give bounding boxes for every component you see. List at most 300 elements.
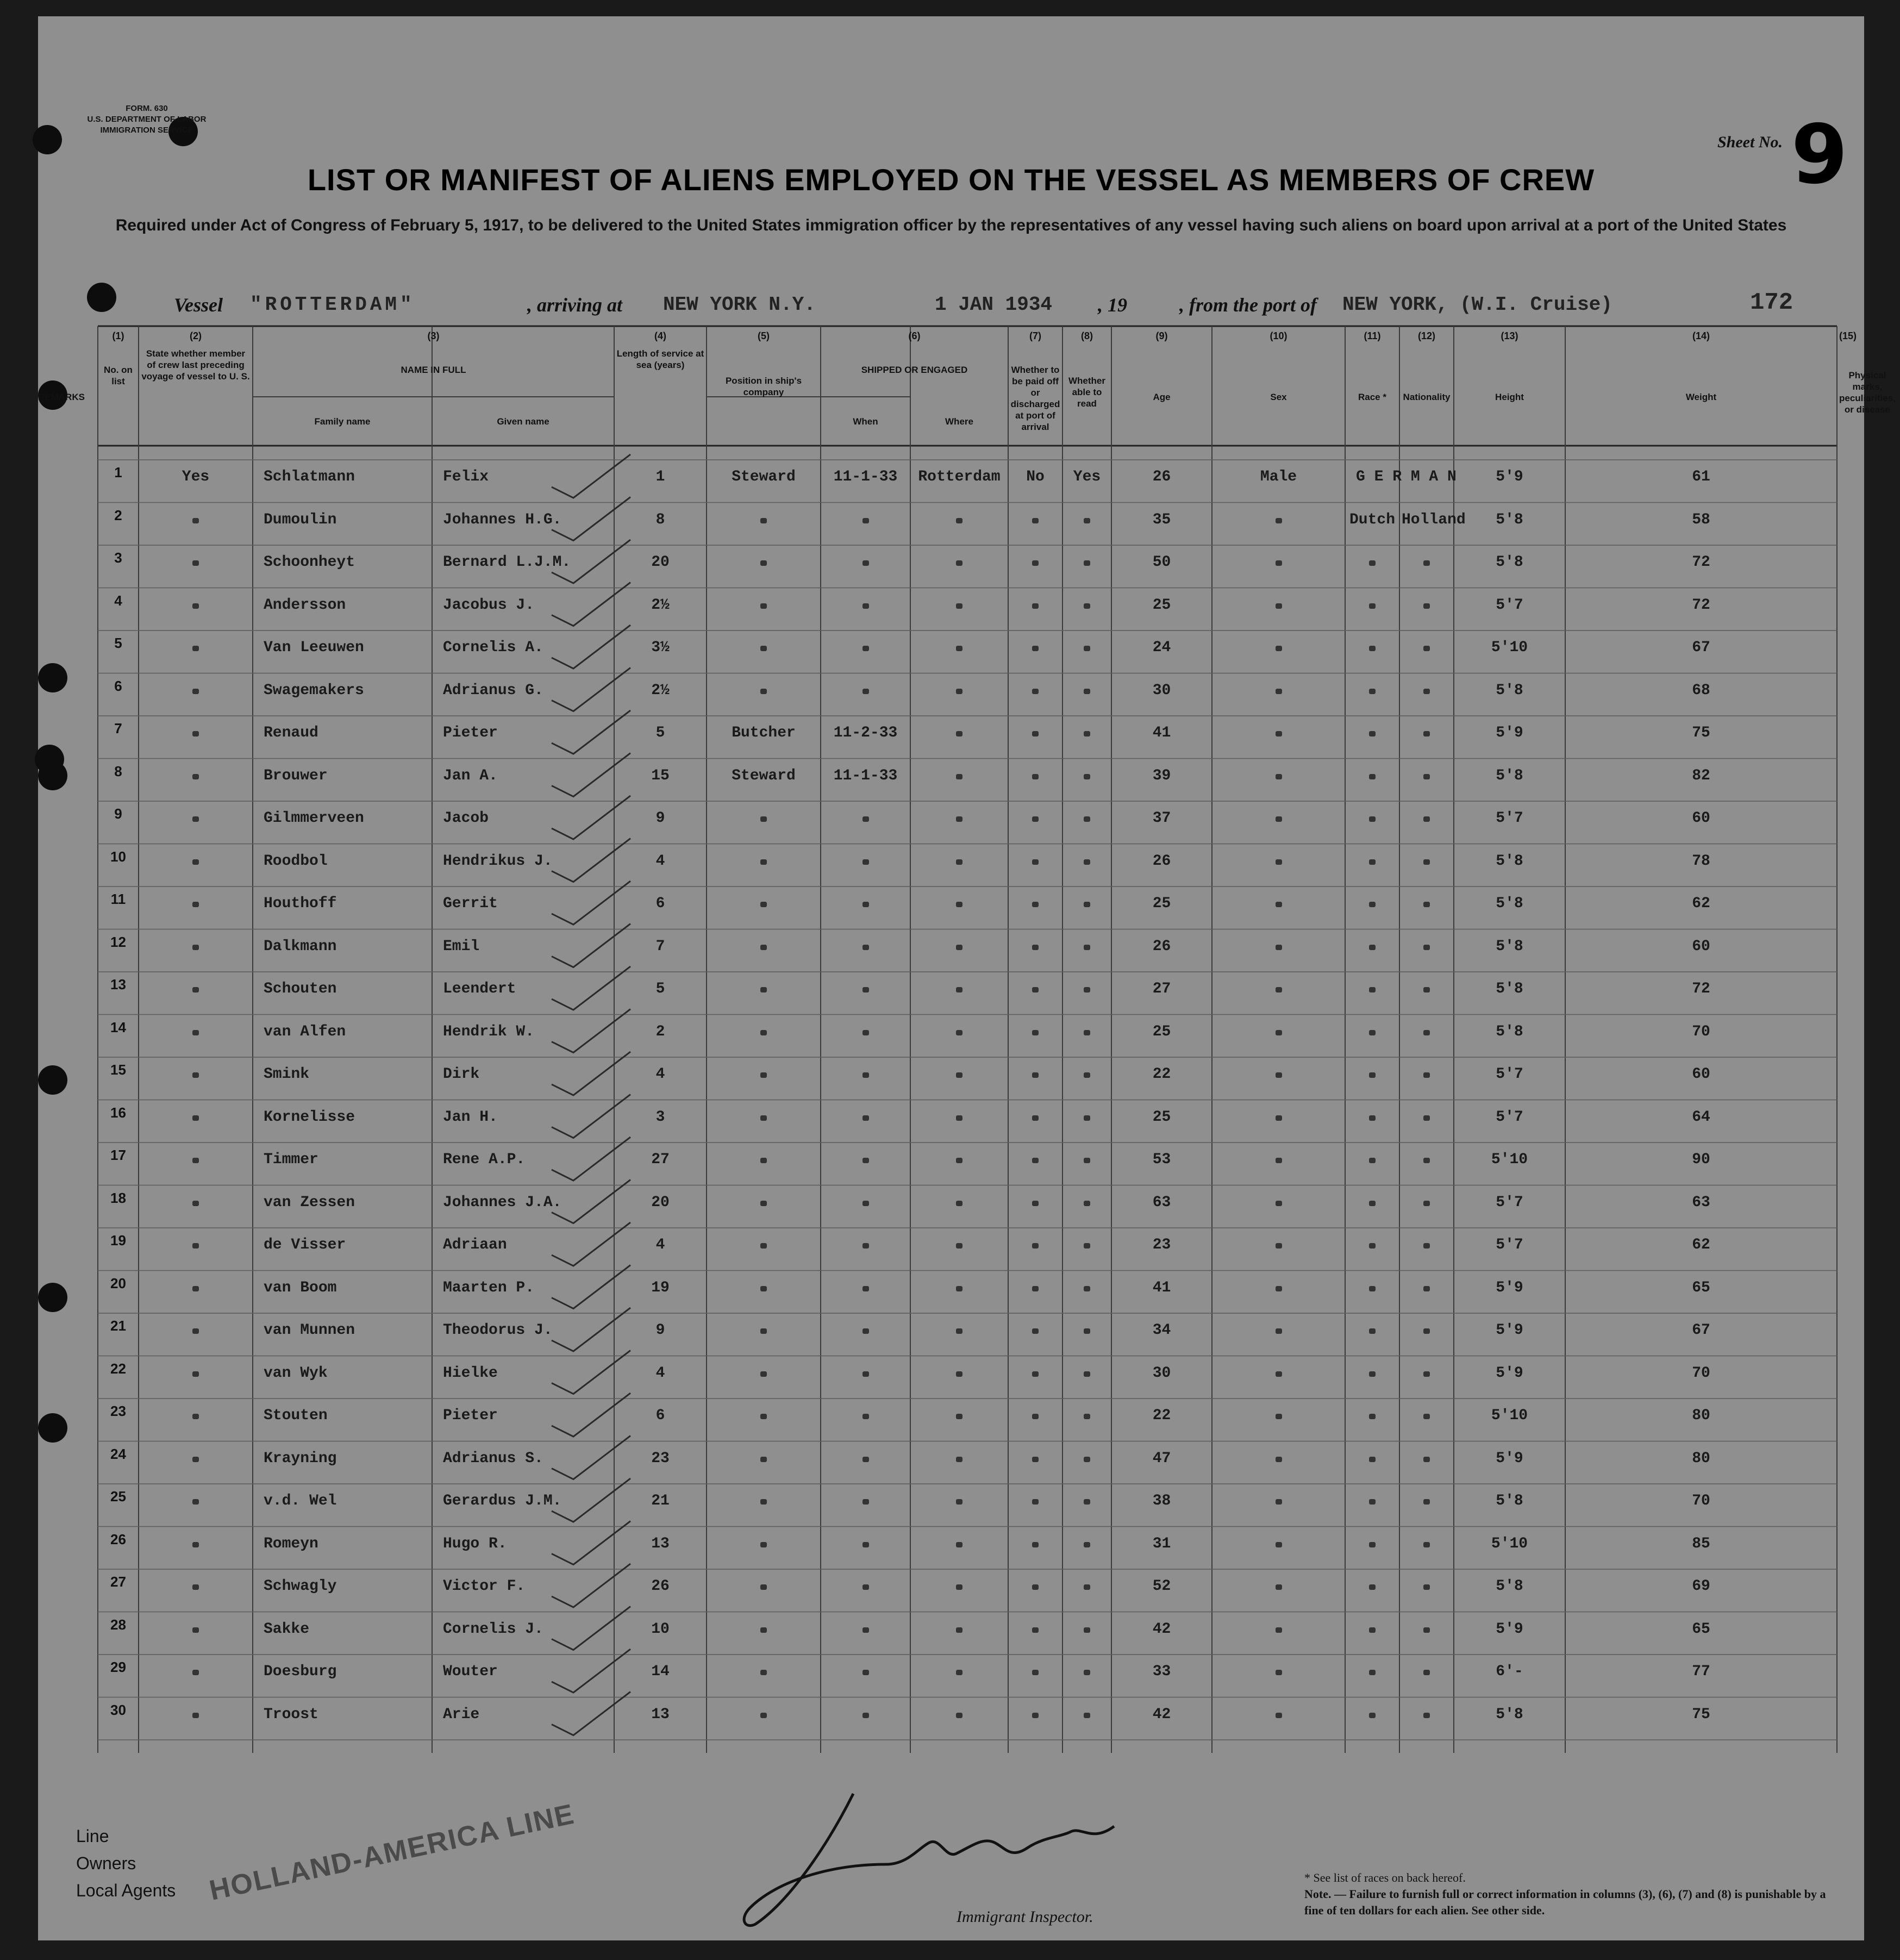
ditto-mark [1276, 1243, 1282, 1249]
height: 5'8 [1496, 981, 1523, 997]
family-name: Swagemakers [264, 682, 364, 699]
ditto-mark [1084, 987, 1090, 993]
column-number: (5) [758, 330, 770, 341]
age: 39 [1152, 767, 1171, 784]
height: 5'8 [1496, 1023, 1523, 1040]
height: 5'10 [1491, 639, 1528, 656]
local-agents-label: Local Agents [76, 1881, 176, 1900]
ditto-mark [956, 902, 962, 907]
length-of-service: 3 [655, 1108, 665, 1126]
ditto-mark [1032, 816, 1039, 822]
ditto-mark [1276, 1542, 1282, 1547]
weight: 70 [1692, 1023, 1710, 1040]
ditto-mark [1369, 1286, 1376, 1291]
ditto-mark [1369, 689, 1376, 694]
ditto-mark [1084, 1158, 1090, 1163]
shipped-when: 11-1-33 [833, 767, 898, 784]
ditto-mark [1084, 603, 1090, 609]
arriving-port: NEW YORK N.Y. [663, 294, 816, 316]
ditto-mark [1369, 902, 1376, 907]
ditto-mark [1084, 518, 1090, 523]
family-name: Schwagly [264, 1578, 337, 1595]
family-name: Smink [264, 1066, 310, 1083]
ditto-mark [760, 1713, 767, 1718]
ditto-mark [862, 1072, 869, 1078]
row-number: 29 [110, 1659, 126, 1675]
age: 30 [1152, 1364, 1171, 1382]
row-number: 25 [110, 1488, 126, 1505]
ditto-mark [760, 945, 767, 950]
sheet-number-label: Sheet No. [1717, 133, 1783, 151]
given-name: Victor F. [443, 1578, 526, 1595]
weight: 78 [1692, 852, 1710, 870]
ditto-mark [760, 1201, 767, 1206]
age: 50 [1152, 554, 1171, 571]
ditto-mark [760, 1414, 767, 1419]
ditto-mark [760, 859, 767, 865]
row-number: 9 [114, 806, 122, 822]
weight: 62 [1692, 1237, 1710, 1253]
ditto-mark [192, 1542, 199, 1547]
length-of-service: 4 [655, 852, 665, 870]
inspector-signature [690, 1783, 1179, 1946]
ditto-mark [1084, 646, 1090, 651]
ditto-mark [1423, 1115, 1430, 1121]
ditto-mark [862, 1542, 869, 1547]
age: 38 [1152, 1493, 1171, 1509]
ditto-mark [192, 1158, 199, 1163]
height: 5'9 [1496, 1364, 1523, 1382]
given-name: Cornelis A. [443, 639, 543, 656]
owners-label: Owners [76, 1853, 136, 1873]
ditto-mark [760, 1286, 767, 1291]
ditto-mark [1276, 1328, 1282, 1334]
shipped-when: 11-1-33 [833, 469, 898, 485]
ditto-mark [1084, 1627, 1090, 1633]
weight: 61 [1692, 469, 1710, 485]
page-subtitle: Required under Act of Congress of February 5, 1917, to be delivered to the United States immigration officer by the representatives of any vessel having such aliens on board upon arrival at a port of the United States [115, 216, 1787, 234]
ditto-mark [1276, 859, 1282, 865]
family-name: Doesburg [264, 1663, 337, 1680]
family-name: Dumoulin [264, 511, 337, 528]
ditto-mark [956, 1713, 962, 1718]
ditto-mark [956, 1115, 962, 1121]
length-of-service: 20 [651, 554, 670, 571]
row-number: 14 [110, 1019, 126, 1035]
ditto-mark [1084, 774, 1090, 779]
ditto-mark [1032, 1371, 1039, 1377]
ditto-mark [192, 518, 199, 523]
ditto-mark [1084, 1414, 1090, 1419]
length-of-service: 20 [651, 1194, 670, 1211]
family-name: Krayning [264, 1450, 337, 1467]
from-port-label: , from the port of [1179, 294, 1317, 316]
ditto-mark [956, 1499, 962, 1505]
ditto-mark [192, 560, 199, 566]
ditto-mark [760, 1670, 767, 1675]
ditto-mark [192, 1627, 199, 1633]
age: 26 [1152, 852, 1171, 870]
row-number: 5 [114, 635, 122, 651]
race: Dutch [1349, 511, 1395, 528]
ditto-mark [1369, 1201, 1376, 1206]
height: 5'10 [1491, 1151, 1528, 1168]
row-number: 21 [110, 1318, 126, 1334]
ditto-mark [1276, 1115, 1282, 1121]
age: 41 [1152, 1279, 1171, 1296]
row-number: 19 [110, 1232, 126, 1249]
ditto-mark [1032, 1713, 1039, 1718]
ditto-mark [192, 987, 199, 993]
length-of-service: 4 [655, 1237, 665, 1253]
length-of-service: 9 [655, 810, 665, 827]
ditto-mark [1423, 1627, 1430, 1633]
height: 5'7 [1496, 596, 1523, 614]
ditto-mark [862, 560, 869, 566]
ditto-mark [1276, 902, 1282, 907]
ditto-mark [1084, 1584, 1090, 1590]
given-name: Felix [443, 469, 489, 485]
height: 5'8 [1496, 682, 1523, 699]
ditto-mark [956, 1072, 962, 1078]
from-port: NEW YORK, (W.I. Cruise) [1342, 294, 1612, 316]
age: 30 [1152, 682, 1171, 699]
length-of-service: 6 [655, 1407, 665, 1424]
ditto-mark [192, 1243, 199, 1249]
weight: 64 [1692, 1108, 1710, 1126]
ditto-mark [760, 1243, 767, 1249]
ditto-mark [1369, 646, 1376, 651]
ditto-mark [1032, 1286, 1039, 1291]
ditto-mark [760, 902, 767, 907]
length-of-service: 26 [651, 1578, 670, 1595]
row-number: 1 [114, 464, 122, 480]
ditto-mark [1423, 1670, 1430, 1675]
ditto-mark [1084, 1286, 1090, 1291]
ditto-mark [1084, 560, 1090, 566]
weight: 72 [1692, 596, 1710, 614]
column-number: (8) [1081, 330, 1093, 341]
weight: 72 [1692, 554, 1710, 571]
height: 5'7 [1496, 810, 1523, 827]
ditto-mark [956, 689, 962, 694]
ditto-mark [956, 1670, 962, 1675]
weight: 62 [1692, 895, 1710, 912]
ditto-mark [192, 1584, 199, 1590]
ditto-mark [1084, 1201, 1090, 1206]
ditto-mark [862, 1286, 869, 1291]
ditto-mark [1423, 1243, 1430, 1249]
header-length-service: Length of service at sea (years) [616, 348, 704, 370]
ditto-mark [956, 1243, 962, 1249]
ditto-mark [1423, 603, 1430, 609]
ditto-mark [1276, 518, 1282, 523]
column-number: (6) [908, 330, 921, 341]
column-number: (9) [1155, 330, 1168, 341]
length-of-service: 9 [655, 1322, 665, 1339]
given-name: Jan A. [443, 767, 498, 784]
weight: 65 [1692, 1620, 1710, 1638]
ditto-mark [192, 1286, 199, 1291]
ditto-mark [862, 1030, 869, 1035]
ditto-mark [760, 816, 767, 822]
ditto-mark [956, 1457, 962, 1462]
ditto-mark [192, 1328, 199, 1334]
height: 5'9 [1496, 1322, 1523, 1339]
ditto-mark [862, 1158, 869, 1163]
ditto-mark [956, 1627, 962, 1633]
row-number: 8 [114, 763, 122, 779]
length-of-service: 13 [651, 1535, 670, 1552]
header-race: Race * [1358, 392, 1386, 402]
length-of-service: 4 [655, 1066, 665, 1083]
header-remarks: REMARKS [38, 392, 85, 402]
ditto-mark [956, 1158, 962, 1163]
header-position: Position in ship's company [725, 376, 802, 397]
page-title: LIST OR MANIFEST OF ALIENS EMPLOYED ON THE VESSEL AS MEMBERS OF CREW [307, 163, 1595, 197]
given-name: Rene A.P. [443, 1151, 526, 1168]
ditto-mark [192, 774, 199, 779]
ditto-mark [956, 518, 962, 523]
ditto-mark [862, 1201, 869, 1206]
given-name: Hugo R. [443, 1535, 507, 1552]
age: 22 [1152, 1066, 1171, 1083]
header-able-read: Whether able to read [1068, 376, 1105, 409]
row-number: 6 [114, 677, 122, 694]
crew-last-voyage: Yes [182, 469, 210, 485]
ditto-mark [1369, 1072, 1376, 1078]
ditto-mark [1032, 560, 1039, 566]
row-number: 13 [110, 976, 126, 993]
ditto-mark [1276, 1713, 1282, 1718]
row-number: 28 [110, 1616, 126, 1633]
ditto-mark [862, 1499, 869, 1505]
ditto-mark [760, 987, 767, 993]
ditto-mark [1369, 1584, 1376, 1590]
ditto-mark [1084, 1243, 1090, 1249]
ditto-mark [1276, 1584, 1282, 1590]
ditto-mark [1369, 1499, 1376, 1505]
given-name: Theodorus J. [443, 1322, 553, 1339]
weight: 60 [1692, 1066, 1710, 1083]
ditto-mark [1423, 1328, 1430, 1334]
ditto-mark [192, 1115, 199, 1121]
length-of-service: 23 [651, 1450, 670, 1467]
header-family-name: Family name [314, 416, 371, 427]
ditto-mark [1032, 1670, 1039, 1675]
row-number: 2 [114, 507, 122, 523]
header-paid-off: Whether to be paid off or discharged at port of arrival [1010, 365, 1060, 432]
row-number: 10 [110, 848, 126, 865]
ditto-mark [1084, 1457, 1090, 1462]
ditto-mark [1369, 1371, 1376, 1377]
row-number: 3 [114, 550, 122, 566]
ditto-mark [956, 1201, 962, 1206]
ditto-mark [956, 1414, 962, 1419]
family-name: Romeyn [264, 1535, 318, 1552]
given-name: Gerardus J.M. [443, 1493, 562, 1509]
ditto-mark [1423, 1286, 1430, 1291]
age: 33 [1152, 1663, 1171, 1680]
ditto-mark [1032, 1030, 1039, 1035]
family-name: van Boom [264, 1279, 337, 1296]
height: 5'9 [1496, 1620, 1523, 1638]
row-number: 22 [110, 1360, 126, 1377]
ditto-mark [1369, 945, 1376, 950]
ditto-mark [1276, 1286, 1282, 1291]
ditto-mark [192, 1457, 199, 1462]
ditto-mark [1084, 1371, 1090, 1377]
height: 5'8 [1496, 1578, 1523, 1595]
position: Steward [732, 469, 796, 485]
ditto-mark [1423, 731, 1430, 736]
race-nationality: G E R M A N [1356, 469, 1457, 485]
given-name: Hendrik W. [443, 1023, 535, 1040]
ditto-mark [1276, 646, 1282, 651]
ditto-mark [1369, 1542, 1376, 1547]
age: 22 [1152, 1407, 1171, 1424]
row-number: 11 [110, 891, 126, 907]
height: 5'10 [1491, 1535, 1528, 1552]
height: 5'8 [1496, 1493, 1523, 1509]
ditto-mark [1084, 816, 1090, 822]
ditto-mark [760, 518, 767, 523]
ditto-mark [1084, 1542, 1090, 1547]
ditto-mark [1369, 1243, 1376, 1249]
weight: 85 [1692, 1535, 1710, 1552]
ditto-mark [1423, 1584, 1430, 1590]
length-of-service: 3½ [651, 639, 670, 656]
height: 5'8 [1496, 895, 1523, 912]
length-of-service: 7 [655, 938, 665, 955]
given-name: Cornelis J. [443, 1620, 543, 1638]
age: 31 [1152, 1535, 1171, 1552]
height: 5'9 [1496, 469, 1523, 485]
ditto-mark [1423, 1457, 1430, 1462]
ditto-mark [192, 603, 199, 609]
column-number: (15) [1839, 330, 1857, 341]
column-number: (2) [190, 330, 202, 341]
ditto-mark [956, 945, 962, 950]
age: 23 [1152, 1237, 1171, 1253]
ditto-mark [1276, 774, 1282, 779]
ditto-mark [1369, 1030, 1376, 1035]
family-name: Schoonheyt [264, 554, 355, 571]
arriving-label: , arriving at [527, 294, 623, 316]
given-name: Pieter [443, 725, 498, 741]
header-shipped-engaged: SHIPPED OR ENGAGED [861, 365, 968, 375]
ditto-mark [1084, 1670, 1090, 1675]
ditto-mark [1084, 1713, 1090, 1718]
weight: 70 [1692, 1364, 1710, 1382]
ditto-mark [760, 1457, 767, 1462]
ditto-mark [862, 1627, 869, 1633]
weight: 68 [1692, 682, 1710, 699]
ditto-mark [1276, 1414, 1282, 1419]
ditto-mark [862, 1584, 869, 1590]
ditto-mark [1032, 689, 1039, 694]
age: 25 [1152, 1023, 1171, 1040]
row-number: 7 [114, 720, 122, 736]
family-name: Roodbol [264, 852, 328, 870]
ditto-mark [1084, 902, 1090, 907]
row-number: 17 [110, 1147, 126, 1163]
weight: 80 [1692, 1407, 1710, 1424]
ditto-mark [760, 1542, 767, 1547]
races-note: * See list of races on back hereof. [1304, 1871, 1466, 1884]
age: 25 [1152, 596, 1171, 614]
given-name: Johannes H.G. [443, 511, 562, 528]
ditto-mark [1084, 1030, 1090, 1035]
ditto-mark [956, 603, 962, 609]
ditto-mark [1369, 560, 1376, 566]
header-no-on-list: No. on list [104, 365, 133, 386]
age: 35 [1152, 511, 1171, 528]
header-physical-marks: Physical marks, peculiarities, or disease [1839, 370, 1896, 415]
ditto-mark [192, 646, 199, 651]
height: 5'9 [1496, 1450, 1523, 1467]
family-name: v.d. Wel [264, 1493, 337, 1509]
ditto-mark [956, 774, 962, 779]
ditto-mark [956, 1286, 962, 1291]
sex: Male [1260, 469, 1297, 485]
age: 42 [1152, 1706, 1171, 1723]
ditto-mark [1032, 1201, 1039, 1206]
weight: 67 [1692, 639, 1710, 656]
ditto-mark [1276, 1627, 1282, 1633]
ditto-mark [192, 859, 199, 865]
penalty-note: Note. — Failure to furnish full or correct information in columns (3), (6), (7) and (8) is punishable by a fine of ten dollars for each alien. See other side. [1304, 1887, 1826, 1917]
weight: 80 [1692, 1450, 1710, 1467]
ditto-mark [1423, 1371, 1430, 1377]
height: 5'7 [1496, 1237, 1523, 1253]
ditto-mark [956, 731, 962, 736]
ditto-mark [1032, 518, 1039, 523]
family-name: Troost [264, 1706, 318, 1723]
header-height: Height [1495, 392, 1524, 402]
position: Steward [732, 767, 796, 784]
ditto-mark [1276, 1499, 1282, 1505]
given-name: Johannes J.A. [443, 1194, 562, 1211]
ditto-mark [1276, 987, 1282, 993]
height: 5'10 [1491, 1407, 1528, 1424]
nationality: Holland [1402, 511, 1466, 528]
weight: 58 [1692, 511, 1710, 528]
ditto-mark [1032, 646, 1039, 651]
ditto-mark [192, 1670, 199, 1675]
family-name: van Zessen [264, 1194, 355, 1211]
given-name: Bernard L.J.M. [443, 554, 571, 571]
family-name: de Visser [264, 1237, 346, 1253]
given-name: Jacobus J. [443, 596, 535, 614]
header-state-whether: State whether member of crew last preceding voyage of vessel to U. S. [141, 348, 250, 382]
ditto-mark [862, 1371, 869, 1377]
ditto-mark [862, 689, 869, 694]
ditto-mark [1276, 945, 1282, 950]
ditto-mark [760, 1627, 767, 1633]
manifest-sheet [38, 16, 1896, 1940]
ditto-mark [760, 1115, 767, 1121]
ditto-mark [192, 1713, 199, 1718]
ditto-mark [1369, 1328, 1376, 1334]
weight: 70 [1692, 1493, 1710, 1509]
header-when: When [853, 416, 878, 427]
age: 25 [1152, 895, 1171, 912]
length-of-service: 21 [651, 1493, 670, 1509]
ditto-mark [862, 1713, 869, 1718]
ditto-mark [1276, 1670, 1282, 1675]
row-number: 27 [110, 1574, 126, 1590]
